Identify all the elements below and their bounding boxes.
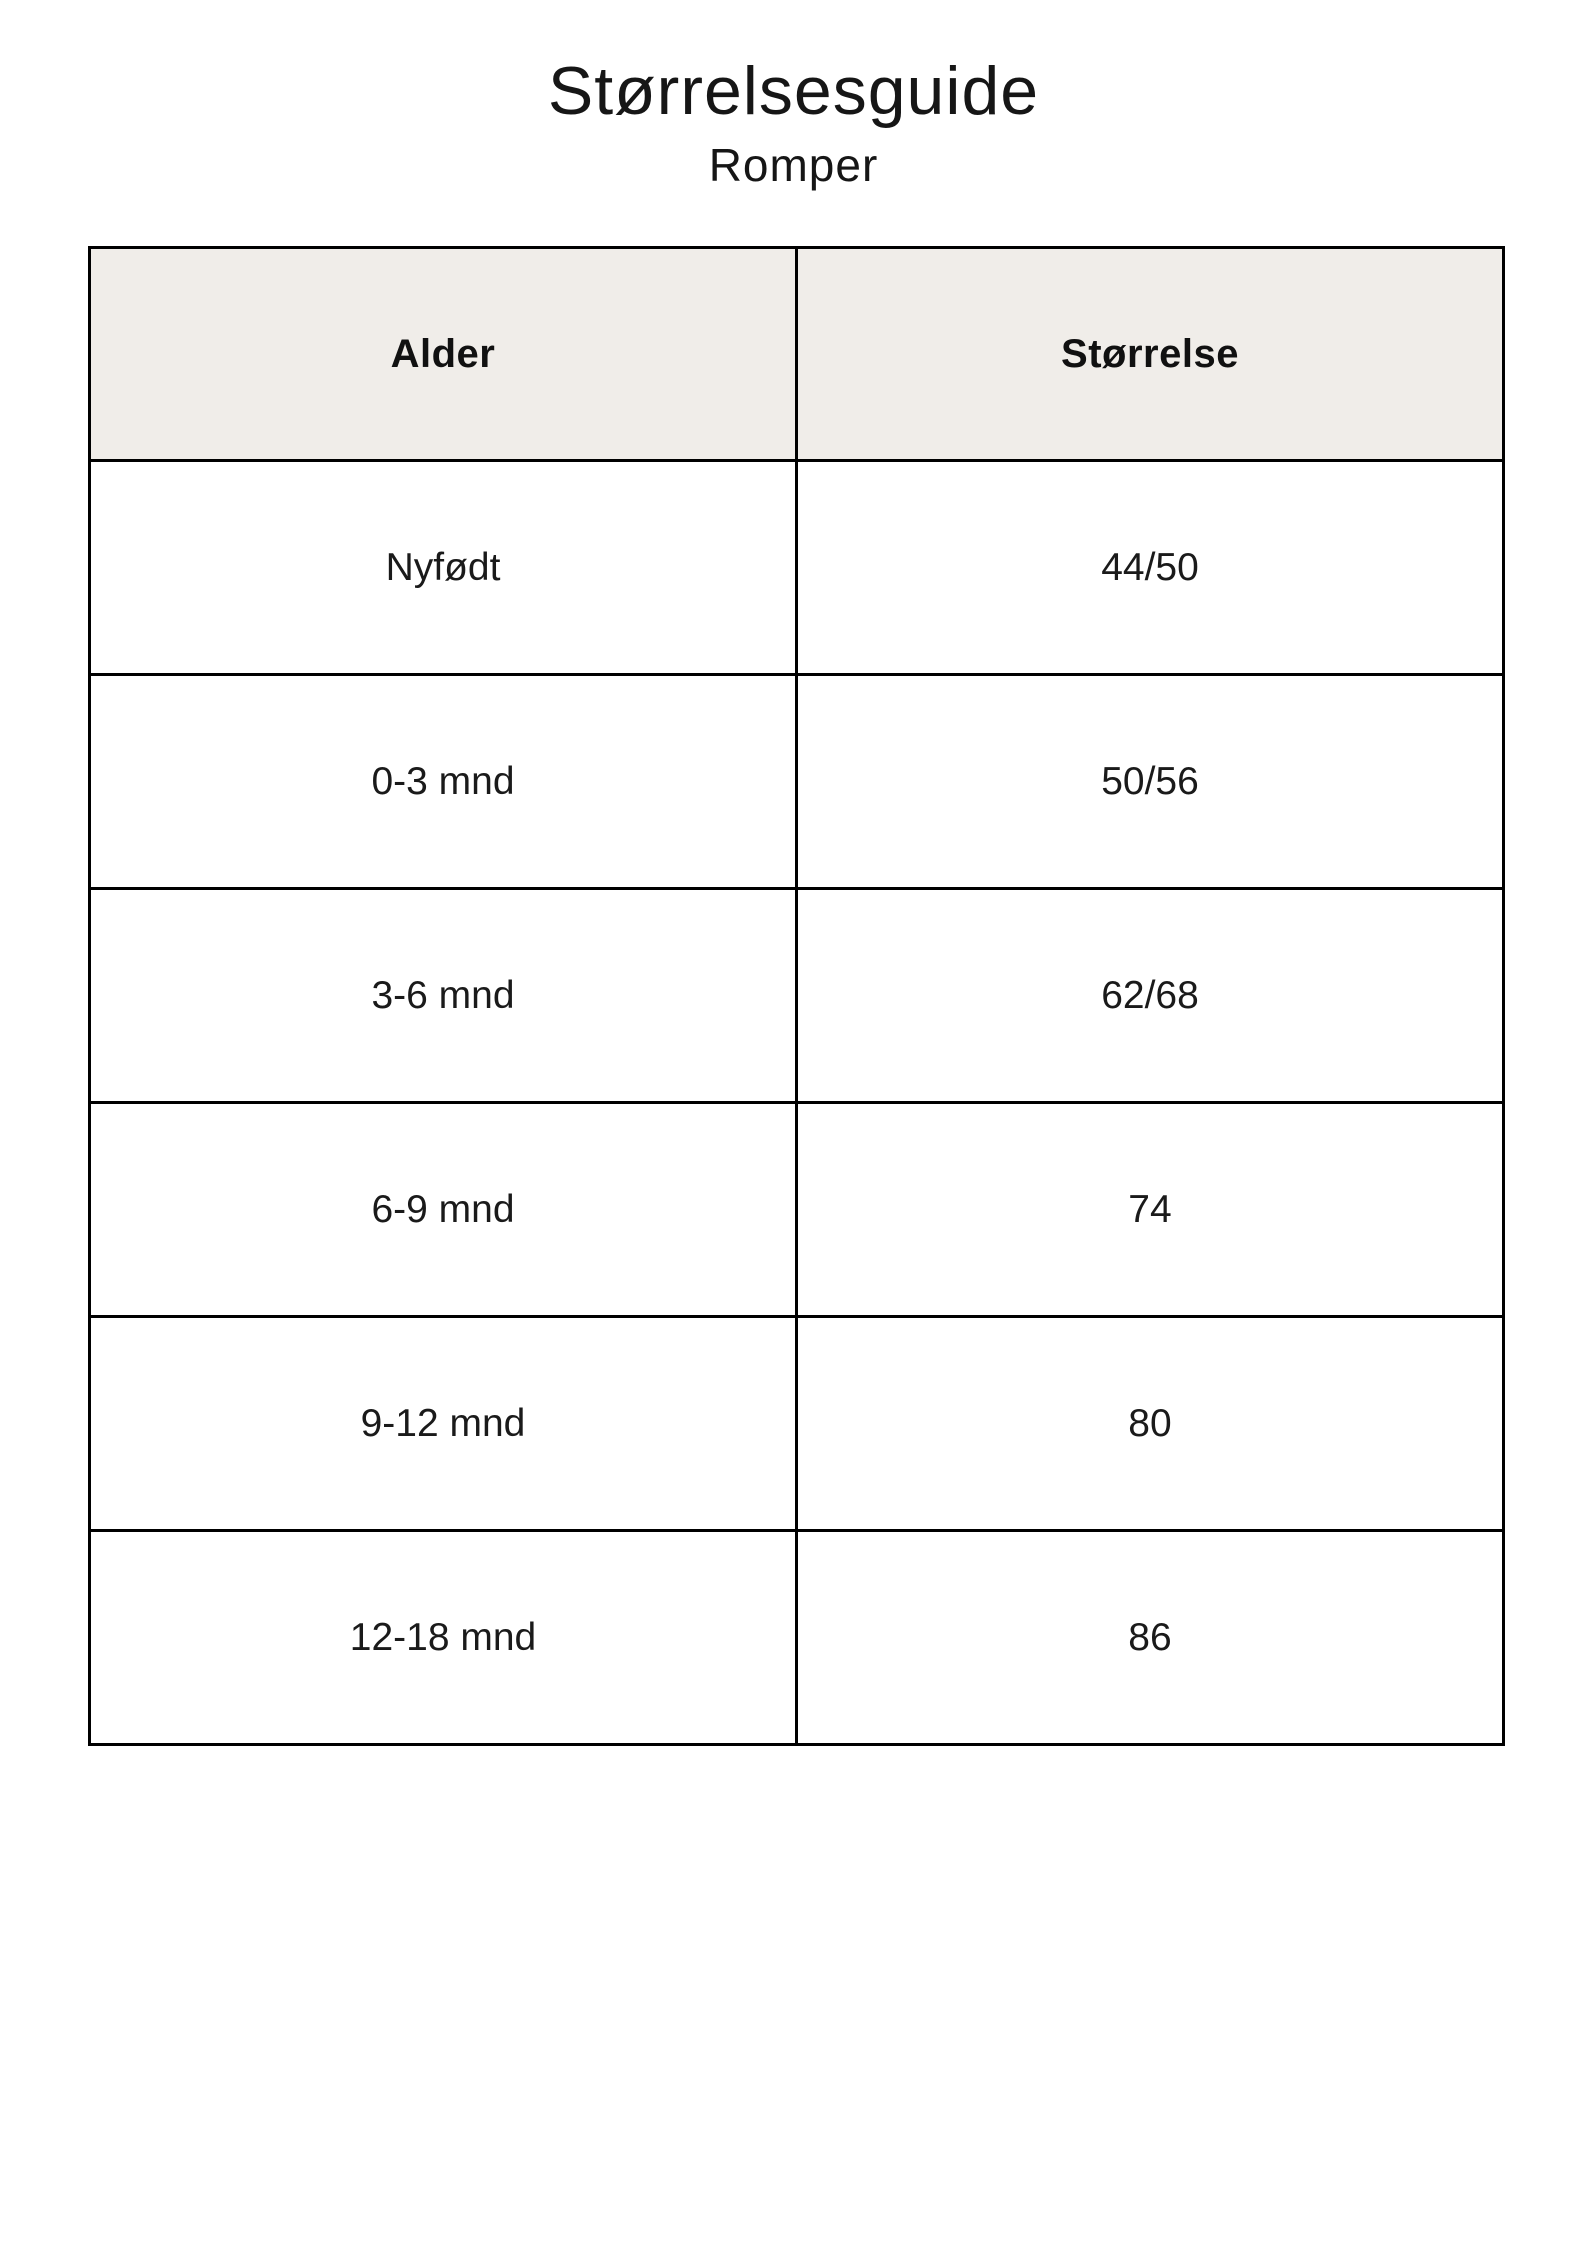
page-title: Størrelsesguide [547,53,1040,129]
age-cell: 12-18 mnd [90,1531,797,1745]
header-row [90,248,1504,461]
size-cell: 50/56 [797,675,1504,889]
age-cell: 9-12 mnd [90,1317,797,1531]
size-table [88,246,1505,1746]
table-row [90,1317,1504,1531]
age-cell: 0-3 mnd [90,675,797,889]
page-subtitle: Romper [708,139,879,192]
size-table-header [90,248,1504,461]
age-cell: 3-6 mnd [90,889,797,1103]
age-cell: 6-9 mnd [90,1103,797,1317]
size-cell: 80 [797,1317,1504,1531]
size-cell: 44/50 [797,461,1504,675]
size-table-body [90,461,1504,1745]
column-header-size: Størrelse [797,248,1504,461]
column-header-age: Alder [90,248,797,461]
size-cell: 62/68 [797,889,1504,1103]
table-row [90,461,1504,675]
table-row [90,1103,1504,1317]
table-row [90,889,1504,1103]
size-cell: 74 [797,1103,1504,1317]
size-cell: 86 [797,1531,1504,1745]
table-row [90,675,1504,889]
age-cell: Nyfødt [90,461,797,675]
table-row [90,1531,1504,1745]
